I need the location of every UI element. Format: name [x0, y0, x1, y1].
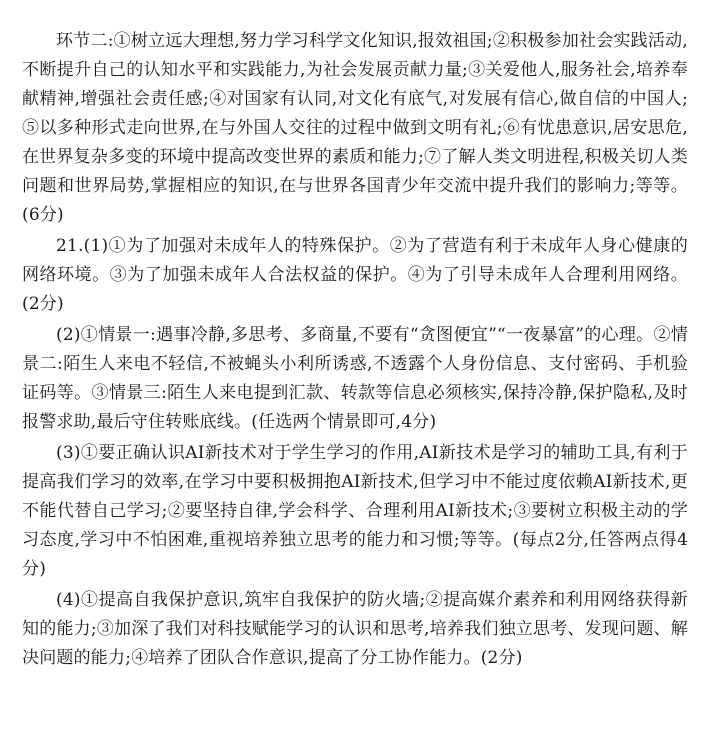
document-page — [22, 27, 688, 675]
paragraph-q21-part1: 21.(1)①为了加强对未成年人的特殊保护。②为了营造有利于未成年人身心健康的网络环境。③为了加强未成年人合法权益的保护。④为了引导未成年人合理利用网络。(2分) — [22, 236, 688, 314]
paragraph-q21-part3: (3)①要正确认识AI新技术对于学生学习的作用,AI新技术是学习的辅助工具,有利于提高我们学习的效率,在学习中要积极拥抱AI新技术,但学习中不能过度依赖AI新技术,更不能代替自己学习;②要坚持自律,学会科学、合理利用AI新技术;③要树立积极主动的学习态度,学习中不怕困难,重视培养独立思考的能力和习惯;等等。(每点2分,任答两点得4分) — [22, 443, 688, 579]
paragraph-section-two: 环节二:①树立远大理想,努力学习科学文化知识,报效祖国;②积极参加社会实践活动,不断提升自己的认知水平和实践能力,为社会发展贡献力量;③关爱他人,服务社会,培养奉献精神,增强社会责任感;④对国家有认同,对文化有底气,对发展有信心,做自信的中国人;⑤以多种形式走向世界,在与外国人交往的过程中做到文明有礼;⑥有忧患意识,居安思危,在世界复杂多变的环境中提高改变世界的素质和能力;⑦了解人类文明进程,积极关切人类问题和世界局势,掌握相应的知识,在与世界各国青少年交流中提升我们的影响力;等等。(6分) — [22, 31, 688, 225]
paragraph-q21-part4: (4)①提高自我保护意识,筑牢自我保护的防火墙;②提高媒介素养和利用网络获得新知的能力;③加深了我们对科技赋能学习的认识和思考,培养我们独立思考、发现问题、解决问题的能力;④培养了团队合作意识,提高了分工协作能力。(2分) — [22, 590, 688, 668]
paragraph-q21-part2: (2)①情景一:遇事冷静,多思考、多商量,不要有“贪图便宜”“一夜暴富”的心理。②情景二:陌生人来电不轻信,不被蝇头小利所诱惑,不透露个人身份信息、支付密码、手机验证码等。③情景三:陌生人来电提到汇款、转款等信息必须核实,保持冷静,保护隐私,及时报警求助,最后守住转账底线。(任选两个情景即可,4分) — [22, 325, 688, 432]
